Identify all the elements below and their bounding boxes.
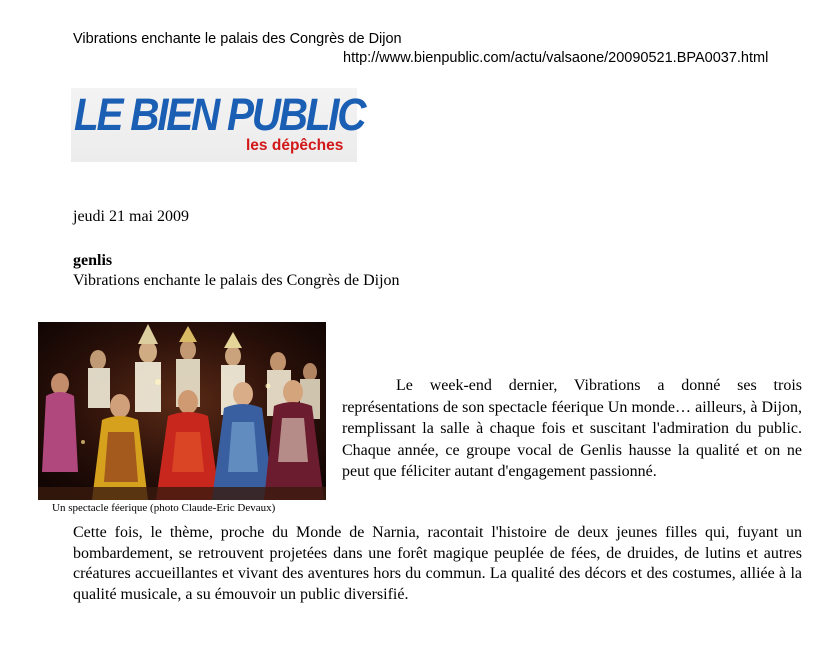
paragraph-1-text: Le week-end dernier, Vibrations a donné ses trois représentations de son spectacle féerique Un monde… ailleurs, à Dijon, remplissant la salle à chaque fois et suscitant l'admiration du public. Chaque année, ce groupe vocal de Genlis hausse la qualité et on ne peut que féliciter autant d'engagement passionné.: [342, 377, 802, 480]
logo-title: LE BIEN PUBLIC: [74, 89, 365, 140]
article-paragraph-1: [342, 375, 802, 483]
article-photo: [38, 322, 326, 500]
article-rubric: genlis: [73, 252, 113, 269]
logo-tagline: les dépêches: [246, 137, 344, 154]
article-headline: Vibrations enchante le palais des Congrès de Dijon: [73, 272, 400, 289]
article-date: jeudi 21 mai 2009: [73, 208, 189, 225]
photo-caption: Un spectacle féerique (photo Claude-Eric Devaux): [52, 502, 276, 514]
source-url: http://www.bienpublic.com/actu/valsaone/20090521.BPA0037.html: [343, 50, 769, 66]
article-paragraph-2: Cette fois, le thème, proche du Monde de Narnia, racontait l'histoire de deux jeunes filles qui, fuyant un bombardement, se retrouvent projetées dans une forêt magique peuplée de fées, de druides, de lutins et autres créatures accueillantes et vivant des aventures hors du commun. La qualité des décors et des costumes, alliée à la qualité musicale, a su émouvoir un public diversifié.: [73, 524, 802, 603]
newspaper-logo: [71, 88, 365, 162]
document-header-title: Vibrations enchante le palais des Congrès de Dijon: [73, 31, 402, 47]
